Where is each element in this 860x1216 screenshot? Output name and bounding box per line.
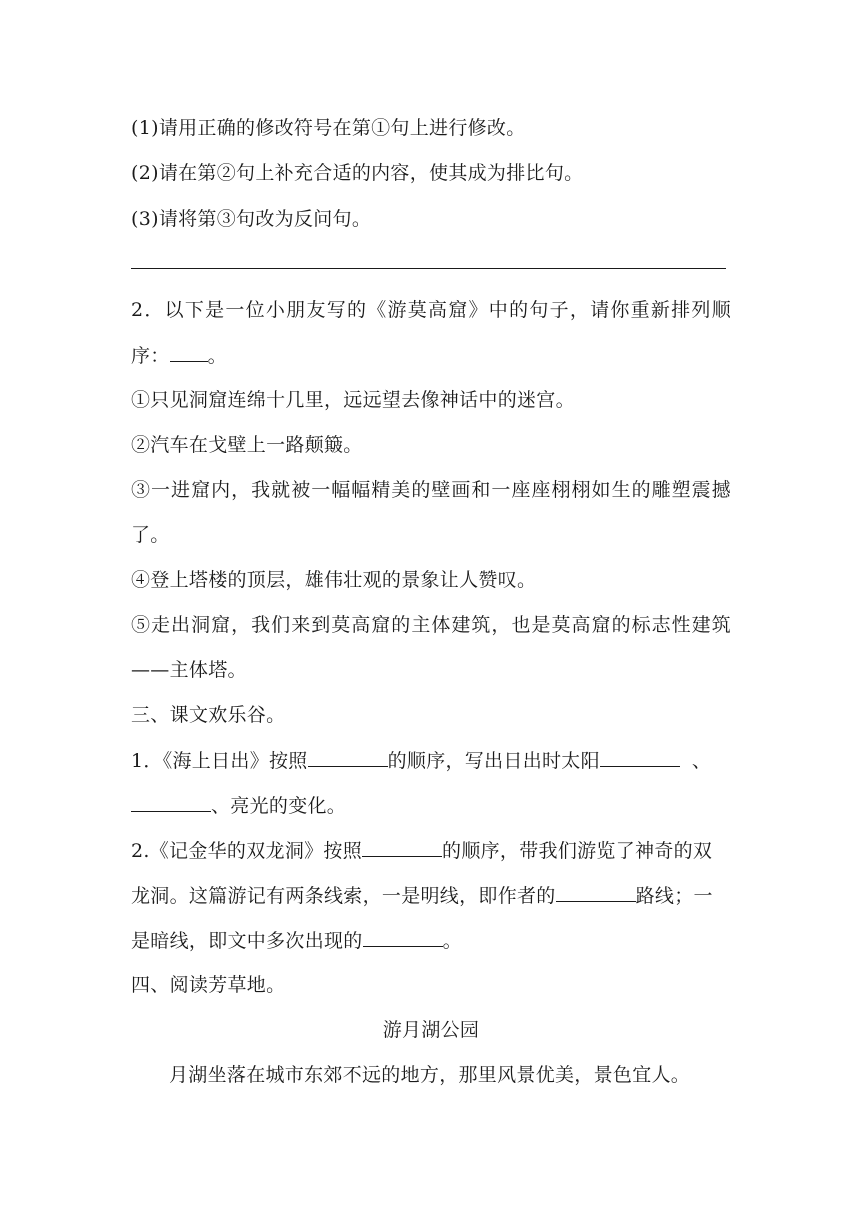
section-3-q2-line-3: [131, 927, 731, 954]
answer-line: [131, 268, 726, 269]
passage-title: 游月湖公园: [382, 1019, 480, 1041]
answer-blank[interactable]: [600, 747, 680, 767]
answer-blank[interactable]: [363, 927, 443, 947]
answer-blank[interactable]: [556, 882, 636, 902]
question-2-prompt: 序：: [131, 345, 170, 367]
sub-question-1: (1)请用正确的修改符号在第①句上进行修改。: [131, 117, 526, 139]
q2-text-d: 路线；一: [635, 885, 713, 907]
question-2-line-1: 2．以下是一位小朋友写的《游莫高窟》中的句子，请你重新排列顺: [131, 299, 731, 321]
sentence-5-line-1: ⑤走出洞窟，我们来到莫高窟的主体建筑，也是莫高窟的标志性建筑: [131, 614, 731, 636]
sub-question-2: (2)请在第②句上补充合适的内容，使其成为排比句。: [131, 162, 584, 184]
q1-text-a: 1．《海上日出》按照: [131, 750, 308, 772]
answer-blank[interactable]: [308, 747, 388, 767]
section-3-q2-line-2: [131, 882, 731, 909]
q2-text-f: 。: [442, 930, 462, 952]
section-3-q1-line-2: [131, 792, 731, 819]
q2-text-a: 2.《记金华的双龙洞》按照: [131, 840, 363, 862]
q1-text-b: 的顺序，写出日出时太阳: [387, 750, 600, 772]
question-2-end: 。: [207, 345, 227, 367]
q2-text-c: 龙洞。这篇游记有两条线索，一是明线，即作者的: [131, 885, 556, 907]
section-3-q1-line-1: [131, 747, 731, 774]
sentence-4: ④登上塔楼的顶层，雄伟壮观的景象让人赞叹。: [131, 569, 537, 591]
section-3-heading: 三、课文欢乐谷。: [131, 704, 286, 726]
q1-text-d: 、亮光的变化。: [211, 795, 347, 817]
sentence-5-line-2: ——主体塔。: [131, 659, 247, 681]
question-2-line-2: [131, 342, 731, 369]
q2-text-e: 是暗线，即文中多次出现的: [131, 930, 363, 952]
sentence-1: ①只见洞窟连绵十几里，远远望去像神话中的迷宫。: [131, 389, 575, 411]
q1-text-c: 、: [691, 750, 712, 772]
answer-blank[interactable]: [170, 342, 208, 362]
sub-question-3: (3)请将第③句改为反问句。: [131, 208, 372, 230]
q2-text-b: 的顺序，带我们游览了神奇的双: [442, 840, 713, 862]
sentence-3-line-2: 了。: [131, 524, 170, 546]
sentence-2: ②汽车在戈壁上一路颠簸。: [131, 434, 363, 456]
section-4-heading: 四、阅读芳草地。: [131, 974, 286, 996]
answer-blank[interactable]: [131, 792, 211, 812]
section-3-q2-line-1: [131, 837, 731, 864]
sentence-3-line-1: ③一进窟内，我就被一幅幅精美的壁画和一座座栩栩如生的雕塑震撼: [131, 479, 731, 501]
answer-blank[interactable]: [362, 837, 442, 857]
passage-paragraph-1: 月湖坐落在城市东郊不远的地方，那里风景优美，景色宜人。: [169, 1064, 691, 1086]
